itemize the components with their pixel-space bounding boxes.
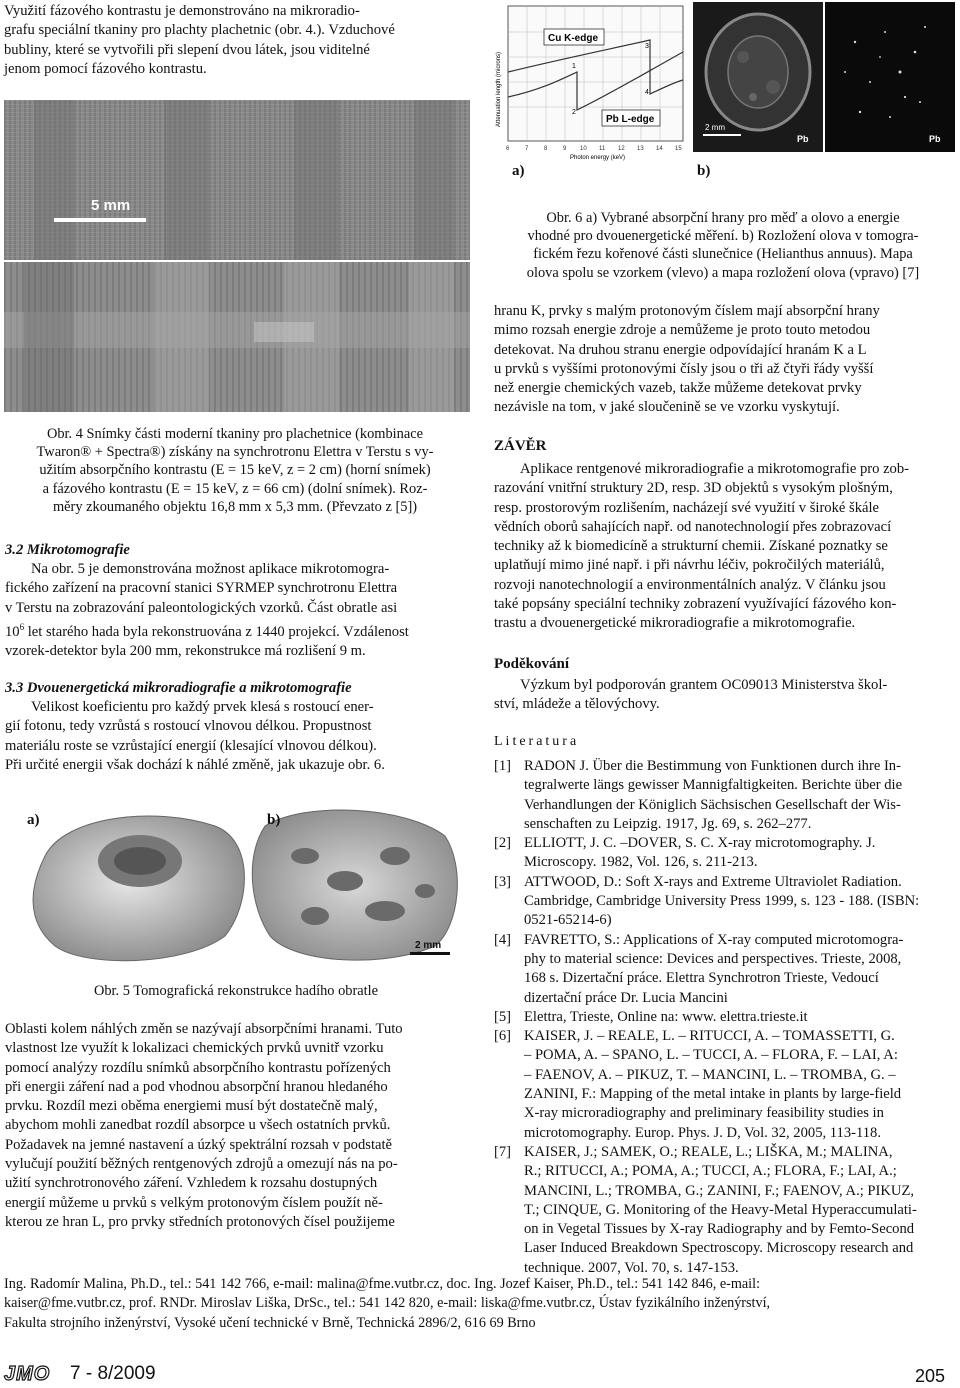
- page-number: 205: [915, 1366, 946, 1386]
- text-line: ELLIOTT, J. C. –DOVER, S. C. X-ray microtomography. J.: [524, 835, 876, 852]
- text-line: mimo rozsah energie zdroje a nemůžeme je proto touto metodou: [494, 322, 871, 339]
- x-tick: 14: [656, 146, 663, 152]
- section-3-3-paragraph: [5, 698, 469, 775]
- ref-number: [3]: [494, 873, 512, 890]
- ref-text: [524, 834, 956, 873]
- text-line: energií můžeme u prvků s velkým protonovým číslem použít ně-: [5, 1194, 383, 1211]
- text-line: razování vnitřní struktury 2D, resp. 3D objektů s vysokým plošným,: [494, 480, 893, 497]
- ref-number: [2]: [494, 835, 512, 852]
- fig4-caption: [5, 425, 465, 516]
- text-line: T.; CINQUE, G. Monitoring of the Heavy-Metal Hyperaccumulati-: [524, 1201, 917, 1218]
- text-line: materiálu roste se vzrůstající energií (klesající vlnovou délkou).: [5, 737, 377, 754]
- text-line: ZANINI, F.: Mapping of the metal intake in plants by large-field: [524, 1086, 902, 1103]
- text-line: kterou ze hran L, pro prvky středních protonových čísel použijeme: [5, 1213, 395, 1230]
- ref-text: [524, 1027, 956, 1143]
- text-line: Verhandlungen der Königlich Sächsischen Gesellschaft der Wis-: [524, 796, 901, 813]
- fig5-image: [5, 796, 467, 968]
- text-line: pomocí analýzy rozdílu snímků absorpčního kontrastu pořízených: [5, 1059, 391, 1076]
- caption-line: měry zkoumaného objektu 16,8 mm x 5,3 mm. (Převzato z [5]): [52, 498, 418, 515]
- reference-item: [494, 834, 956, 873]
- fig6-panel-a-label: a): [512, 163, 525, 179]
- caption-line: olova spolu se vzorkem (vlevo) a mapa rozložení olova (vpravo) [7]: [526, 264, 920, 281]
- text-line: microtomography. Europ. Phys. J. D, Vol. 32, 2005, 113-118.: [524, 1124, 881, 1141]
- zaver-heading: ZÁVĚR: [494, 438, 547, 454]
- ref-text: [524, 1143, 956, 1278]
- reference-item: [494, 1008, 956, 1027]
- text-line: prvku. Rozdíl mezi oběma energiemi musí být dostatečně malý,: [5, 1098, 378, 1115]
- attenuation-chart: [490, 2, 690, 162]
- text-line: hranu K, prvky s malým protonovým číslem mají absorpční hrany: [494, 303, 880, 319]
- ref-text: [524, 757, 956, 834]
- text-line: grafu speciální tkaniny pro plachty plachetnic (obr. 4.). Vzduchové: [4, 22, 395, 39]
- pb-edge-label: Pb L-edge: [606, 114, 655, 125]
- ref-number: [1]: [494, 758, 512, 774]
- x-tick: 8: [544, 146, 548, 152]
- reference-item: [494, 873, 956, 931]
- reference-item: [494, 757, 956, 834]
- section-3-3-heading: 3.3 Dvouenergetická mikroradiografie a mikrotomografie: [5, 680, 352, 696]
- text-line: Požadavek na jemné nastavení a úzký spektrální rozsah v podstatě: [5, 1136, 393, 1153]
- cu-edge-label: Cu K-edge: [548, 33, 598, 44]
- text-line: Při určité energii však dochází k náhlé změně, jak ukazuje obr. 6.: [5, 756, 385, 773]
- text-line: uplatňují mimo jiné např. i při návrhu léčiv, pokročilých materiálů,: [494, 557, 885, 574]
- ref-number: [6]: [494, 1028, 512, 1045]
- ref-text: [524, 1008, 956, 1027]
- journal-logo: JMO: [4, 1363, 51, 1385]
- marker-3: 3: [645, 43, 649, 50]
- text-line: techniky až k biomedicíně a strukturní chemii. Získané poznatky se: [494, 538, 888, 555]
- text-line: X-ray microradiography and preliminary feasibility studies in: [524, 1105, 884, 1122]
- x-tick: 10: [580, 146, 587, 152]
- text-line: 168 s. Dizertační práce. Elettra Synchrotron Trieste, Vedoucí: [524, 970, 879, 987]
- references-list: [494, 757, 956, 1278]
- reference-item: [494, 1143, 956, 1278]
- text-span: 10: [5, 623, 20, 640]
- fabric-absorption-image: [4, 100, 470, 260]
- section-3-2-heading: 3.2 Mikrotomografie: [5, 542, 130, 558]
- text-line: MANCINI, L.; TROMBA, G.; ZANINI, F.; FAENOV, A.; PIKUZ,: [524, 1182, 915, 1199]
- text-line: než energie chemických vazeb, takže můžeme detekovat prvky: [494, 380, 862, 397]
- fig5-panel-b-label: b): [267, 812, 281, 828]
- text-line: technique. 2007, Vol. 70, s. 147-153.: [524, 1259, 739, 1276]
- text-line: vlastnost lze využít k lokalizaci chemických prvků uvnitř vzorku: [5, 1040, 384, 1057]
- caption-line: fickém řezu kořenové části slunečnice (Helianthus annuus). Mapa: [533, 246, 913, 263]
- text-line: dizertační práce Dr. Lucia Mancini: [524, 989, 728, 1006]
- zaver-paragraph: [494, 460, 956, 634]
- marker-1: 1: [572, 63, 576, 70]
- marker-2: 2: [572, 109, 576, 116]
- reference-item: [494, 1027, 956, 1143]
- pb-label-left: Pb: [797, 134, 809, 144]
- text-line: trastu a dvouenergetické mikroradiografie a mikrotomografie.: [494, 615, 856, 632]
- text-line: Velikost koeficientu pro každý prvek klesá s rostoucí ener-: [31, 699, 374, 715]
- text-line: kaiser@fme.vutbr.cz, prof. RNDr. Miroslav Liška, DrSc., tel.: 541 142 820, e-mail: liska@fme.vutbr.cz, Ústav fyzikálního inženýrství,: [4, 1295, 771, 1312]
- text-line: vědních oborů sahajících např. od nanotechnologií přes zobrazovací: [494, 518, 892, 535]
- ref-number: [7]: [494, 1143, 512, 1160]
- text-line: on in Vegetal Tissues by X-ray Radiography and by Femto-Second: [524, 1221, 915, 1238]
- text-line: 0521-65214-6): [524, 912, 612, 929]
- superscript: 6: [19, 621, 25, 632]
- fig5-scalebar-label: 2 mm: [415, 940, 442, 951]
- text-line: FAVRETTO, S.: Applications of X-ray computed microtomogra-: [524, 931, 904, 948]
- text-line: bubliny, které se vytvořili při slepení dvou látek, jsou viditelné: [4, 41, 370, 58]
- text-line: abychom mohli zanedbat rozdíl absorpce u všech ostatních prvků.: [5, 1117, 391, 1134]
- text-line: – FAENOV, A. – PIKUZ, T. – MANCINI, L. – TROMBA, G. –: [524, 1066, 896, 1083]
- x-axis-label: Photon energy (keV): [570, 155, 626, 161]
- fig6-panel-b-label: b): [697, 163, 711, 179]
- text-line: detekovat. Na druhou stranu energie odpovídající hranám K a L: [494, 341, 867, 358]
- caption-line: užitím absorpčního kontrastu (E = 15 keV, z = 2 cm) (horní snímek): [39, 462, 431, 479]
- ref-text: [524, 873, 956, 931]
- text-line: Aplikace rentgenové mikroradiografie a mikrotomografie pro zob-: [520, 461, 910, 477]
- literature-heading: Literatura: [494, 734, 580, 749]
- text-line: Elettra, Trieste, Online na: www. elettra.trieste.it: [524, 1008, 808, 1025]
- fig6-lead-map-left: [693, 2, 823, 152]
- root-section-image: [693, 2, 823, 152]
- caption-line: vhodné pro dvouenergetické měření. b) Rozložení olova v tomogra-: [527, 228, 919, 245]
- text-line: RADON J. Über die Bestimmung von Funktionen durch ihre In-: [524, 758, 901, 774]
- y-axis-label: Attenuation length (microns): [496, 51, 502, 127]
- text-line: fického zařízení na pracovní stanici SYRMEP synchrotronu Elettra: [5, 580, 398, 597]
- text-line: resp. prostorovým rozlišením, nacházejí své využití v široké škále: [494, 499, 880, 516]
- text-line: ATTWOOD, D.: Soft X-rays and Extreme Ultraviolet Radiation.: [524, 873, 902, 890]
- lead-distribution-image: [825, 2, 955, 152]
- vertebra-reconstruction: [5, 796, 467, 968]
- x-tick: 7: [525, 146, 529, 152]
- text-line: Na obr. 5 je demonstrována možnost aplikace mikrotomogra-: [31, 561, 390, 577]
- fabric-phase-image: [4, 262, 470, 412]
- fig6-lead-map-right: [825, 2, 955, 152]
- x-tick: 6: [506, 146, 510, 152]
- text-line: nezávisle na tom, v jaké sloučenině se ve vzorku vyskytují.: [494, 399, 840, 416]
- ref-number: [4]: [494, 931, 512, 948]
- x-tick: 11: [599, 146, 606, 152]
- text-line: ství, mládeže a tělovýchovy.: [494, 696, 660, 713]
- text-line: Fakulta strojního inženýrství, Vysoké učení technické v Brně, Technická 2896/2, 616 69 Brno: [4, 1314, 536, 1331]
- text-line: v Terstu na zobrazování paleontologických vzorků. Část obratle asi: [5, 599, 398, 616]
- text-line: při energii záření nad a pod vhodnou absorpční hranou hledaného: [5, 1078, 388, 1095]
- text-line: senschaften zu Leipzig. 1917, Jg. 69, s. 262–277.: [524, 815, 812, 832]
- text-line: Cambridge, Cambridge University Press 1999, s. 123 - 188. (ISBN:: [524, 893, 920, 910]
- caption-line: a fázového kontrastu (E = 15 keV, z = 66 cm) (dolní snímek). Roz-: [42, 480, 428, 497]
- text-line: Oblasti kolem náhlých změn se nazývají absorpčními hranami. Tuto: [5, 1021, 403, 1037]
- fig4-scalebar-label: 5 mm: [91, 197, 131, 214]
- x-tick: 15: [675, 146, 682, 152]
- text-line: užití synchrotronového záření. Vzhledem k rozsahu dostupných: [5, 1175, 378, 1192]
- section-3-2-paragraph: [5, 560, 469, 661]
- caption-line: Twaron® + Spectra®) získány na synchrotronu Elettra v Terstu s vy-: [36, 444, 434, 461]
- ack-paragraph: [494, 676, 956, 715]
- right-paragraph-1: [494, 302, 956, 418]
- fig6-caption: [490, 209, 956, 282]
- intro-paragraph: [4, 2, 470, 79]
- text-line: phy to material science: Devices and perspectives. Trieste, 2008,: [524, 950, 902, 967]
- x-tick: 12: [618, 146, 625, 152]
- x-tick: 13: [637, 146, 644, 152]
- ack-heading: Poděkování: [494, 656, 570, 672]
- text-line: Ing. Radomír Malina, Ph.D., tel.: 541 142 766, e-mail: malina@fme.vutbr.cz, doc. Ing. Jozef Kaiser, Ph.D., tel.: 541 142 846, e-mail:: [4, 1276, 761, 1292]
- text-line: Laser Induced Breakdown Spectroscopy. Microscopy research and: [524, 1240, 914, 1257]
- text-line: vylučují použití běžných rentgenových zdrojů a omezují nás na po-: [5, 1156, 398, 1173]
- marker-4: 4: [645, 89, 649, 96]
- left-paragraph-after: [5, 1020, 469, 1232]
- author-footer: [4, 1275, 956, 1333]
- fig6-graph: [490, 2, 690, 162]
- fig4-bottom-image: [4, 262, 470, 412]
- text-line: také popsány speciální techniky zobrazení využívající fázového kon-: [494, 596, 897, 613]
- caption-line: Obr. 6 a) Vybrané absorpční hrany pro měď a olovo a energie: [546, 210, 900, 226]
- ref-text: [524, 931, 956, 1008]
- text-line: u prvků s vyššími protonovými čísly jsou o tři až čtyři řády vyšší: [494, 360, 874, 377]
- text-line: R.; RITUCCI, A.; POMA, A.; TUCCI, A.; FLORA, F.; LAI, A.;: [524, 1163, 897, 1180]
- text-line: – POMA, A. – SPANO, L. – TUCCI, A. – FLORA, F. – LAI, A:: [524, 1047, 898, 1064]
- text-line: Výzkum byl podporován grantem OC09013 Ministerstva škol-: [520, 677, 888, 693]
- fig5-caption: Obr. 5 Tomografická rekonstrukce hadího obratle: [93, 983, 379, 999]
- caption-line: Obr. 4 Snímky části moderní tkaniny pro plachetnice (kombinace: [46, 426, 424, 442]
- text-span: let starého hada byla rekonstruována z 1440 projekcí. Vzdálenost: [24, 623, 409, 640]
- text-line: Využití fázového kontrastu je demonstrováno na mikroradio-: [4, 3, 360, 19]
- text-line: [5, 618, 469, 642]
- text-line: rozvoji nanotechnologií a environmentálních analýz. V článku jsou: [494, 576, 886, 593]
- text-line: vzorek-detektor byla 200 mm, rekonstrukce má rozlišení 9 m.: [5, 643, 366, 660]
- text-line: KAISER, J.; SAMEK, O.; REALE, L.; LIŠKA, M.; MALINA,: [524, 1143, 893, 1160]
- text-line: jenom pomocí fázového kontrastu.: [4, 60, 207, 77]
- x-tick: 9: [563, 146, 567, 152]
- fig6-scalebar-label: 2 mm: [705, 123, 725, 132]
- fig4-top-image: [4, 100, 470, 260]
- text-line: gií fotonu, tedy vzrůstá s rostoucí vlnovou délkou. Propustnost: [5, 718, 372, 735]
- text-line: Microscopy. 1982, Vol. 126, s. 211-213.: [524, 854, 758, 871]
- issue-number: 7 - 8/2009: [70, 1363, 156, 1384]
- fig5-panel-a-label: a): [27, 812, 40, 828]
- pb-label-right: Pb: [929, 134, 941, 144]
- text-line: KAISER, J. – REALE, L. – RITUCCI, A. – TOMASSETTI, G.: [524, 1028, 895, 1045]
- reference-item: [494, 931, 956, 1008]
- text-line: tegralwerte längs gewisser Mannigfaltigkeiten. Berichte über die: [524, 777, 903, 794]
- ref-number: [5]: [494, 1008, 512, 1025]
